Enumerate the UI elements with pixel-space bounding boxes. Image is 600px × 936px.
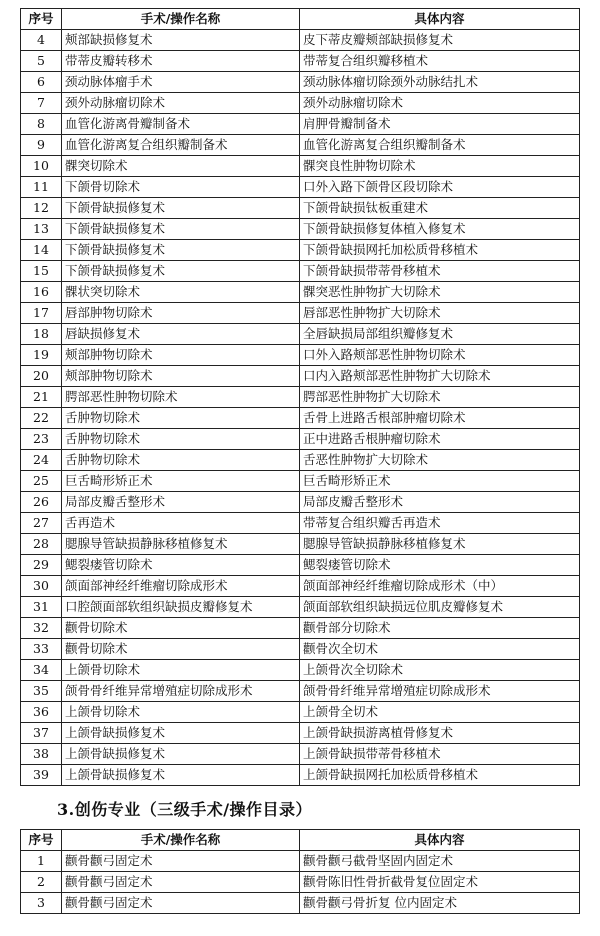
cell-name: 舌肿物切除术 [62,450,300,471]
table-body [21,30,580,786]
cell-content: 肩胛骨瓣制备术 [300,114,580,135]
cell-content: 下颌骨缺损带蒂骨移植术 [300,261,580,282]
cell-number: 16 [21,282,62,303]
table-row [21,366,580,387]
cell-content: 颌骨骨纤维异常增殖症切除成形术 [300,681,580,702]
table-row [21,324,580,345]
cell-name: 颈动脉体瘤手术 [62,72,300,93]
cell-name: 腭部恶性肿物切除术 [62,387,300,408]
cell-name: 下颌骨切除术 [62,177,300,198]
table-row [21,576,580,597]
cell-content: 舌骨上进路舌根部肿瘤切除术 [300,408,580,429]
table-row [21,429,580,450]
cell-name: 颈外动脉瘤切除术 [62,93,300,114]
cell-name: 口腔颌面部软组织缺损皮瓣修复术 [62,597,300,618]
cell-number: 27 [21,513,62,534]
cell-number: 2 [21,872,62,893]
trauma-surgery-table [20,829,580,914]
cell-number: 13 [21,219,62,240]
table-row [21,345,580,366]
cell-content: 上颌骨次全切除术 [300,660,580,681]
cell-name: 下颌骨缺损修复术 [62,198,300,219]
cell-content: 带蒂复合组织瓣舌再造术 [300,513,580,534]
table-row [21,72,580,93]
cell-number: 3 [21,893,62,914]
table-row [21,51,580,72]
table-row [21,893,580,914]
cell-name: 颊部肿物切除术 [62,366,300,387]
cell-content: 颈外动脉瘤切除术 [300,93,580,114]
cell-content: 下颌骨缺损网托加松质骨移植术 [300,240,580,261]
cell-number: 38 [21,744,62,765]
table-row [21,492,580,513]
cell-content: 腭部恶性肿物扩大切除术 [300,387,580,408]
table-row [21,702,580,723]
cell-content: 颈动脉体瘤切除颈外动脉结扎术 [300,72,580,93]
cell-content: 带蒂复合组织瓣移植术 [300,51,580,72]
cell-content: 全唇缺损局部组织瓣修复术 [300,324,580,345]
table-row [21,555,580,576]
table-row [21,30,580,51]
cell-content: 局部皮瓣舌整形术 [300,492,580,513]
cell-name: 颧骨切除术 [62,639,300,660]
cell-name: 颧骨颧弓固定术 [62,872,300,893]
cell-content: 髁突恶性肿物扩大切除术 [300,282,580,303]
header-name: 手术/操作名称 [62,830,300,851]
cell-name: 上颌骨缺损修复术 [62,744,300,765]
cell-content: 上颌骨缺损网托加松质骨移植术 [300,765,580,786]
cell-name: 唇部肿物切除术 [62,303,300,324]
table-row [21,534,580,555]
cell-number: 4 [21,30,62,51]
table-row [21,618,580,639]
cell-name: 腮腺导管缺损静脉移植修复术 [62,534,300,555]
cell-name: 髁状突切除术 [62,282,300,303]
cell-number: 30 [21,576,62,597]
cell-name: 颧骨切除术 [62,618,300,639]
cell-content: 口外入路颊部恶性肿物切除术 [300,345,580,366]
cell-name: 上颌骨切除术 [62,660,300,681]
section-title-trauma: 3.创伤专业（三级手术/操作目录） [57,800,313,819]
cell-content: 颧骨颧弓截骨坚固内固定术 [300,851,580,872]
cell-number: 36 [21,702,62,723]
table-row [21,156,580,177]
surgery-table-continued [20,8,580,786]
cell-number: 12 [21,198,62,219]
cell-number: 7 [21,93,62,114]
cell-name: 下颌骨缺损修复术 [62,261,300,282]
cell-number: 39 [21,765,62,786]
table-body [21,851,580,914]
cell-content: 舌恶性肿物扩大切除术 [300,450,580,471]
cell-content: 上颌骨全切术 [300,702,580,723]
table-row [21,597,580,618]
table-row [21,93,580,114]
cell-number: 24 [21,450,62,471]
cell-name: 唇缺损修复术 [62,324,300,345]
cell-number: 26 [21,492,62,513]
table-row [21,303,580,324]
cell-name: 颌面部神经纤维瘤切除成形术 [62,576,300,597]
table-row [21,135,580,156]
header-content: 具体内容 [300,9,580,30]
table-row [21,851,580,872]
cell-content: 下颌骨缺损钛板重建术 [300,198,580,219]
cell-name: 上颌骨缺损修复术 [62,765,300,786]
cell-content: 口内入路颊部恶性肿物扩大切除术 [300,366,580,387]
table-row [21,872,580,893]
cell-number: 34 [21,660,62,681]
cell-name: 舌再造术 [62,513,300,534]
header-number: 序号 [21,9,62,30]
cell-content: 颧骨颧弓骨折复 位内固定术 [300,893,580,914]
cell-name: 下颌骨缺损修复术 [62,219,300,240]
cell-number: 29 [21,555,62,576]
table-row [21,744,580,765]
cell-number: 37 [21,723,62,744]
cell-name: 鳃裂瘘管切除术 [62,555,300,576]
table-row [21,765,580,786]
cell-content: 颌面部神经纤维瘤切除成形术（中） [300,576,580,597]
table-row [21,261,580,282]
cell-content: 髁突良性肿物切除术 [300,156,580,177]
table-row [21,219,580,240]
table-row [21,198,580,219]
cell-number: 35 [21,681,62,702]
cell-content: 正中进路舌根肿瘤切除术 [300,429,580,450]
cell-content: 上颌骨缺损带蒂骨移植术 [300,744,580,765]
cell-content: 下颌骨缺损修复体植入修复术 [300,219,580,240]
cell-content: 皮下蒂皮瓣颊部缺损修复术 [300,30,580,51]
table-row [21,513,580,534]
cell-name: 带蒂皮瓣转移术 [62,51,300,72]
header-name: 手术/操作名称 [62,9,300,30]
cell-content: 颧骨部分切除术 [300,618,580,639]
table-row [21,471,580,492]
cell-name: 血管化游离骨瓣制备术 [62,114,300,135]
table-row [21,177,580,198]
table-header-row [21,9,580,30]
table-row [21,387,580,408]
table-row [21,639,580,660]
cell-name: 下颌骨缺损修复术 [62,240,300,261]
cell-name: 血管化游离复合组织瓣制备术 [62,135,300,156]
cell-number: 22 [21,408,62,429]
cell-name: 髁突切除术 [62,156,300,177]
table-row [21,450,580,471]
cell-content: 颧骨陈旧性骨折截骨复位固定术 [300,872,580,893]
table-row [21,114,580,135]
cell-number: 6 [21,72,62,93]
cell-name: 颊部肿物切除术 [62,345,300,366]
cell-content: 口外入路下颌骨区段切除术 [300,177,580,198]
table-row [21,282,580,303]
cell-name: 上颌骨切除术 [62,702,300,723]
cell-number: 1 [21,851,62,872]
header-content: 具体内容 [300,830,580,851]
cell-number: 17 [21,303,62,324]
cell-number: 8 [21,114,62,135]
table-row [21,723,580,744]
table-row [21,681,580,702]
cell-name: 舌肿物切除术 [62,429,300,450]
cell-number: 23 [21,429,62,450]
cell-name: 局部皮瓣舌整形术 [62,492,300,513]
cell-number: 10 [21,156,62,177]
table-row [21,660,580,681]
header-number: 序号 [21,830,62,851]
cell-number: 21 [21,387,62,408]
cell-number: 31 [21,597,62,618]
cell-number: 15 [21,261,62,282]
table-header-row [21,830,580,851]
cell-number: 28 [21,534,62,555]
cell-name: 舌肿物切除术 [62,408,300,429]
cell-name: 颌骨骨纤维异常增殖症切除成形术 [62,681,300,702]
cell-name: 上颌骨缺损修复术 [62,723,300,744]
cell-content: 颌面部软组织缺损远位肌皮瓣修复术 [300,597,580,618]
cell-number: 5 [21,51,62,72]
cell-content: 血管化游离复合组织瓣制备术 [300,135,580,156]
cell-number: 25 [21,471,62,492]
cell-number: 11 [21,177,62,198]
cell-name: 巨舌畸形矫正术 [62,471,300,492]
table-row [21,240,580,261]
cell-content: 上颌骨缺损游离植骨修复术 [300,723,580,744]
cell-number: 32 [21,618,62,639]
cell-number: 9 [21,135,62,156]
cell-number: 18 [21,324,62,345]
table-row [21,408,580,429]
cell-number: 33 [21,639,62,660]
cell-name: 颧骨颧弓固定术 [62,851,300,872]
cell-name: 颊部缺损修复术 [62,30,300,51]
cell-name: 颧骨颧弓固定术 [62,893,300,914]
cell-number: 19 [21,345,62,366]
cell-content: 巨舌畸形矫正术 [300,471,580,492]
cell-content: 鳃裂瘘管切除术 [300,555,580,576]
cell-content: 颧骨次全切术 [300,639,580,660]
cell-content: 腮腺导管缺损静脉移植修复术 [300,534,580,555]
cell-content: 唇部恶性肿物扩大切除术 [300,303,580,324]
cell-number: 20 [21,366,62,387]
cell-number: 14 [21,240,62,261]
